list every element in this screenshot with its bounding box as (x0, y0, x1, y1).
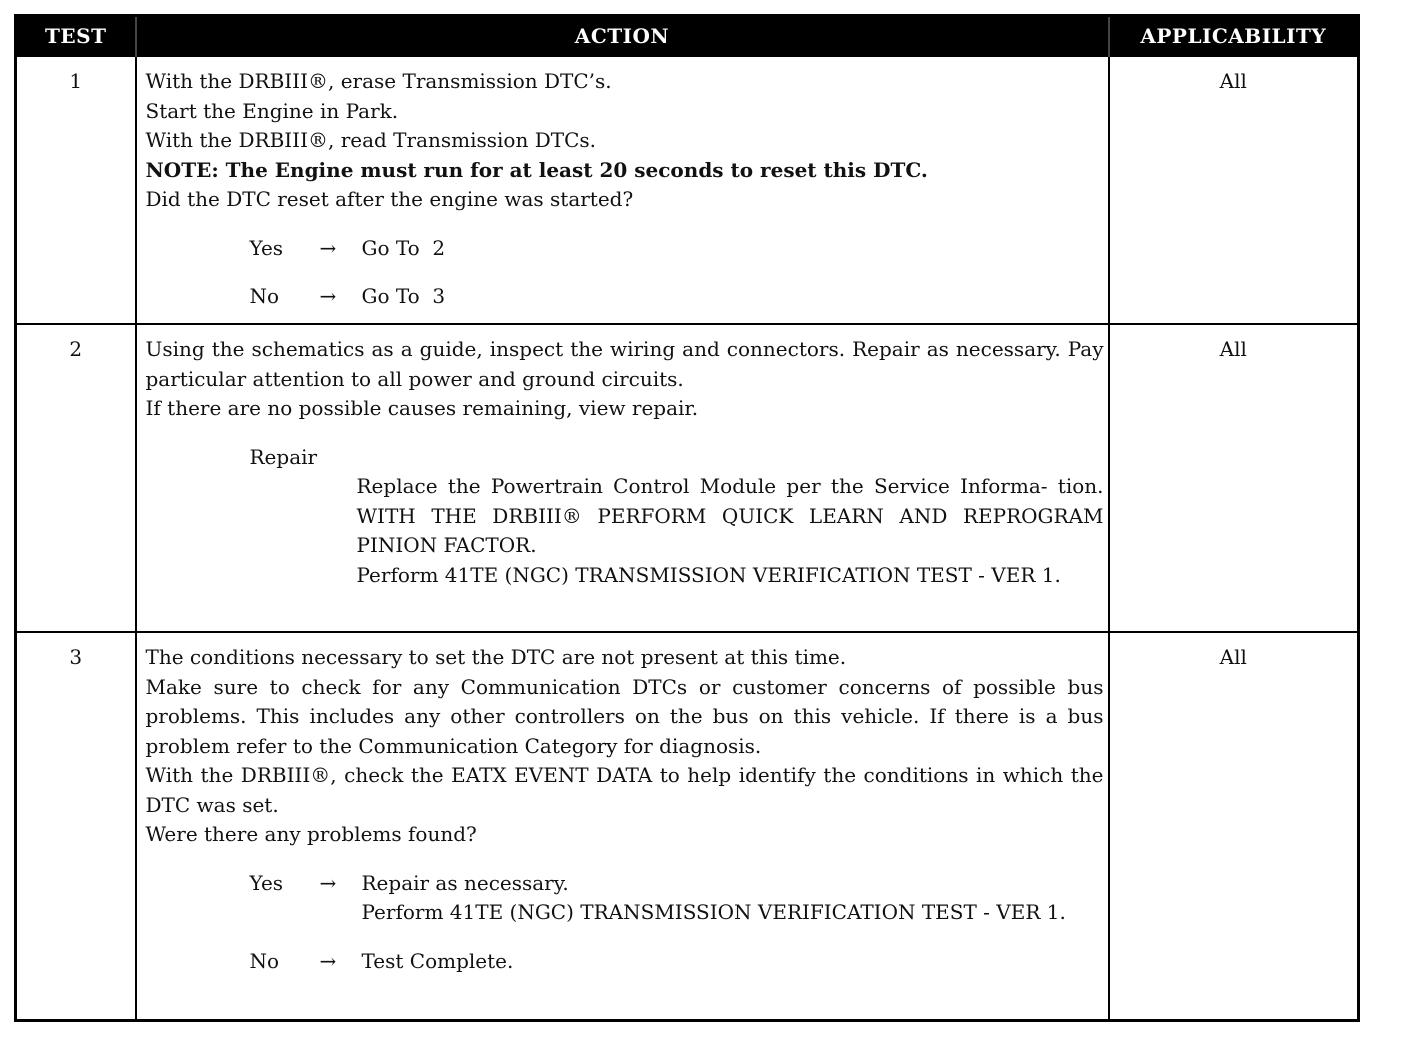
note-line: NOTE: The Engine must run for at least 20 seconds to reset this DTC. (145, 157, 928, 182)
arrow-right-icon: → (319, 870, 337, 895)
applicability-value: All (1109, 632, 1359, 1020)
action-line: Make sure to check for any Communication DTCs or customer concerns of possible bus problems. This includes any other controllers on the bus on this vehicle. If there is a bus problem refer to the Communication Category for diagnosis. (145, 674, 1104, 758)
branch-label: No (249, 284, 280, 308)
branch-text: Perform 41TE (NGC) TRANSMISSION VERIFICATION TEST - VER 1. (361, 900, 1066, 924)
branch-text: Repair as necessary. (361, 870, 569, 895)
action-line: Using the schematics as a guide, inspect the wiring and connectors. Repair as necessary. Pay particular attention to all power and ground circuits. (145, 337, 1104, 391)
question-line: Were there any problems found? (145, 822, 477, 846)
test-number: 1 (16, 56, 136, 324)
branch-yes (250, 234, 1104, 264)
action-line: If there are no possible causes remaining, view repair. (145, 396, 699, 420)
header-test: TEST (16, 16, 136, 57)
arrow-right-icon: → (319, 948, 337, 973)
branch-no (250, 947, 1104, 977)
header-applicability: APPLICABILITY (1109, 16, 1359, 57)
test-number: 2 (16, 324, 136, 632)
repair-instruction: Replace the Powertrain Control Module per the Service Informa- tion. WITH THE DRBIII® PERFORM QUICK LEARN AND REPROGRAM PINION FACTOR. (356, 474, 1104, 557)
diagnostic-test-table (14, 14, 1360, 1022)
branch-target (362, 869, 1104, 928)
action-cell (136, 324, 1109, 632)
table-header-row (16, 16, 1359, 57)
branch-label: Yes (249, 235, 284, 260)
table-row (16, 324, 1359, 632)
action-line: With the DRBIII®, read Transmission DTCs. (145, 128, 597, 152)
repair-label: Repair (249, 444, 318, 469)
branch-yes (250, 869, 1104, 928)
action-line: With the DRBIII®, check the EATX EVENT DATA to help identify the conditions in which the DTC was set. (145, 763, 1104, 817)
branch-label: No (249, 948, 280, 973)
action-line: With the DRBIII®, erase Transmission DTC’s. (145, 69, 612, 93)
question-line: Did the DTC reset after the engine was started? (145, 187, 634, 211)
applicability-value: All (1109, 56, 1359, 324)
branch-target: Go To 3 (361, 284, 446, 308)
repair-instruction: Perform 41TE (NGC) TRANSMISSION VERIFICATION TEST - VER 1. (356, 562, 1061, 587)
action-cell (136, 56, 1109, 324)
header-action: ACTION (136, 16, 1109, 57)
action-line: The conditions necessary to set the DTC are not present at this time. (145, 645, 847, 669)
branch-target: Test Complete. (361, 948, 514, 973)
branch-target: Go To 2 (361, 235, 446, 260)
branch-label: Yes (249, 870, 284, 895)
arrow-right-icon: → (319, 235, 337, 260)
arrow-right-icon: → (319, 284, 337, 308)
action-cell (136, 632, 1109, 1020)
action-line: Start the Engine in Park. (145, 98, 399, 123)
branch-no (250, 282, 1104, 312)
table-row (16, 632, 1359, 1020)
test-number: 3 (16, 632, 136, 1020)
applicability-value: All (1109, 324, 1359, 632)
table-row (16, 56, 1359, 324)
